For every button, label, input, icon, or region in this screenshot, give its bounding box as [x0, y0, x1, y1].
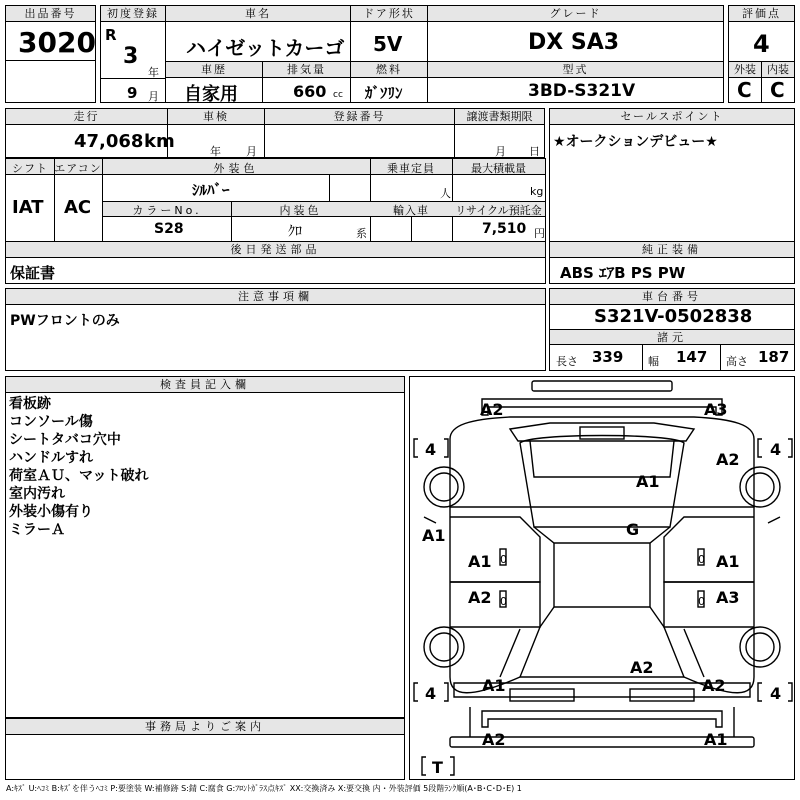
grade-box [427, 5, 724, 62]
length-label: 長さ [556, 355, 578, 368]
legend: A:ｷｽﾞ U:ﾍｺﾐ B:ｷｽﾞを伴うﾍｺﾐ P:要塗装 W:補修跡 S:錆 C:腐食 G:ﾌﾛﾝﾄｶﾞﾗｽ点ｷｽﾞ XX:交換済み X:要交換 内・外装評価 5段階ﾗﾝｸ順(A･B･C･D･E) 1 [6, 784, 522, 793]
displacement-label: 排気量 [263, 62, 350, 78]
model: 3BD-S321V [528, 81, 636, 101]
mark-front-right: A3 [704, 400, 728, 419]
inspector-notes [9, 395, 148, 539]
fuel-label: 燃料 [351, 62, 427, 78]
notes-label: 注意事項欄 [6, 289, 545, 305]
chassis-label: 車台番号 [550, 289, 794, 305]
mark-rear-right: A2 [702, 676, 726, 695]
color: ｼﾙﾊﾞｰ [192, 181, 230, 199]
equipment-box [549, 241, 795, 284]
equipment: ABS ｴｱB PS PW [560, 264, 686, 282]
int-box [761, 61, 795, 103]
displacement-unit: cc [333, 90, 343, 100]
inspector-line: 外装小傷有り [9, 504, 93, 520]
car-name-label: 車名 [166, 6, 350, 22]
mark-left-rear-glass: 0 [500, 595, 507, 608]
transfer-month-unit: 月 [495, 145, 506, 158]
history: 自家用 [184, 84, 238, 105]
displacement-box [262, 61, 351, 103]
model-label: 型式 [428, 62, 723, 78]
capacity-label: 乗車定員 [387, 162, 435, 175]
reg-number-label: 登録番号 [265, 109, 454, 125]
int-label: 内装 [762, 62, 794, 78]
transfer-box [454, 108, 545, 158]
ac-label: エアコン [54, 162, 102, 175]
inspector-line: コンソール傷 [9, 414, 93, 430]
inspector-box [5, 376, 405, 718]
color-no-label: カラーNo. [132, 204, 202, 217]
fuel: ｶﾞｿﾘﾝ [365, 84, 403, 102]
import-label: 輸入車 [393, 204, 429, 217]
mark-left-rear-door: A2 [468, 588, 492, 607]
recycle-unit: 円 [534, 227, 545, 240]
recycle: 7,510 [482, 221, 527, 237]
transfer-day-unit: 日 [529, 145, 540, 158]
grade: DX SA3 [528, 30, 620, 55]
inspector-line: 荷室ＡＵ、マット破れ [9, 468, 149, 484]
shift: IAT [12, 197, 44, 218]
inspector-line: ハンドルすれ [9, 450, 93, 466]
ext-label: 外装 [729, 62, 761, 78]
load-label: 最大積載量 [471, 162, 526, 175]
dims-label: 諸元 [550, 329, 794, 345]
mark-right-front-door: A1 [716, 552, 740, 571]
mark-bumper-rear-left: A2 [482, 730, 506, 749]
displacement: 660 [293, 82, 327, 101]
door-type: 5V [373, 32, 403, 56]
score: 4 [753, 30, 770, 58]
interior-color-label: 内装色 [279, 204, 322, 217]
car-name-box [165, 5, 351, 62]
mark-right-rear-door: A3 [716, 588, 740, 607]
mileage-label: 走行 [6, 109, 167, 125]
load-unit: kg [530, 185, 544, 198]
inspection-month-unit: 月 [246, 145, 257, 158]
ext-box [728, 61, 762, 103]
transfer-label: 譲渡書類期限 [455, 109, 544, 125]
car-outline [410, 377, 794, 779]
score-box [728, 5, 795, 62]
era: R [105, 26, 117, 44]
capacity-unit: 人 [440, 187, 451, 200]
ext-grade: C [737, 78, 752, 102]
score-label: 評価点 [729, 6, 794, 22]
lot-label: 出品番号 [6, 6, 95, 22]
notes-box [5, 288, 546, 371]
length: 339 [592, 348, 624, 366]
sales-point-box [549, 108, 795, 242]
year-unit: 年 [148, 66, 159, 79]
interior-unit: 系 [356, 227, 367, 240]
reg-year: 3 [123, 44, 139, 69]
lot-lower-box [5, 60, 96, 103]
parts: 保証書 [10, 264, 56, 282]
first-reg-label: 初度登録 [101, 6, 165, 22]
mark-tire-rl: 4 [425, 684, 437, 703]
equipment-label: 純正装備 [550, 242, 794, 258]
history-label: 車歴 [166, 62, 262, 78]
chassis-box [549, 288, 795, 371]
sales-point: ★オークションデビュー★ [553, 134, 718, 150]
width-label: 幅 [648, 355, 659, 368]
width: 147 [676, 348, 708, 366]
door-label: ドア形状 [351, 6, 427, 22]
grade-label: グレード [428, 6, 723, 22]
interior-color: ｸﾛ [288, 224, 302, 240]
model-box [427, 61, 724, 103]
reg-number-box [264, 108, 455, 158]
inspector-line: シートタバコ穴中 [9, 432, 121, 448]
mark-front-left: A2 [480, 400, 504, 419]
inspection-box [167, 108, 265, 158]
sales-point-label: セールスポイント [550, 109, 794, 125]
height-label: 高さ [726, 355, 748, 368]
lot-box [5, 5, 96, 61]
first-reg-box [100, 5, 166, 103]
mark-left-side: A1 [422, 526, 446, 545]
history-box [165, 61, 263, 103]
mark-left-front-glass: 0 [500, 553, 507, 566]
office-label: 事務局よりご案内 [6, 719, 404, 735]
mark-roof-rear: A2 [630, 658, 654, 677]
reg-month: 9 [127, 84, 138, 102]
door-box [350, 5, 428, 62]
mileage-box [5, 108, 175, 158]
parts-box [5, 241, 546, 284]
inspector-label: 検査員記入欄 [6, 377, 404, 393]
inspector-line: 看板跡 [9, 396, 51, 412]
mark-rear-left: A1 [482, 676, 506, 695]
inspection-year-unit: 年 [210, 145, 221, 158]
notes: PWフロントのみ [10, 313, 120, 329]
mileage-unit: km [144, 131, 175, 152]
recycle-label: リサイクル預託金 [455, 204, 542, 217]
lot-number: 3020 [18, 26, 96, 59]
mileage: 47,068 [74, 131, 144, 152]
mark-fender-fr: A2 [716, 450, 740, 469]
mark-windshield: G [626, 520, 640, 539]
inspector-line: ミラーＡ [9, 522, 65, 538]
damage-diagram [409, 376, 795, 780]
mark-tire-fr: 4 [770, 440, 782, 459]
mark-tire-fl: 4 [425, 440, 437, 459]
parts-label: 後日発送部品 [6, 242, 545, 258]
mark-spare: T [432, 758, 443, 777]
mark-tire-rr: 4 [770, 684, 782, 703]
int-grade: C [770, 78, 785, 102]
shift-label: シフト [12, 162, 48, 175]
mark-left-front-door: A1 [468, 552, 492, 571]
mark-hood: A1 [636, 472, 660, 491]
color-label: 外装色 [213, 162, 259, 175]
ac: AC [64, 197, 92, 218]
inspection-label: 車検 [168, 109, 264, 125]
inspector-line: 室内汚れ [9, 486, 65, 502]
color-no: S28 [154, 221, 184, 237]
office-box [5, 718, 405, 780]
car-name: ハイゼットカーゴ [186, 36, 345, 60]
month-unit: 月 [148, 90, 159, 103]
mark-right-rear-glass: 0 [698, 595, 705, 608]
mark-right-front-glass: 0 [698, 553, 705, 566]
height: 187 [758, 348, 790, 366]
specs-box [5, 158, 546, 242]
chassis-number: S321V-0502838 [594, 306, 753, 327]
mark-bumper-rear-right: A1 [704, 730, 728, 749]
fuel-box [350, 61, 428, 103]
